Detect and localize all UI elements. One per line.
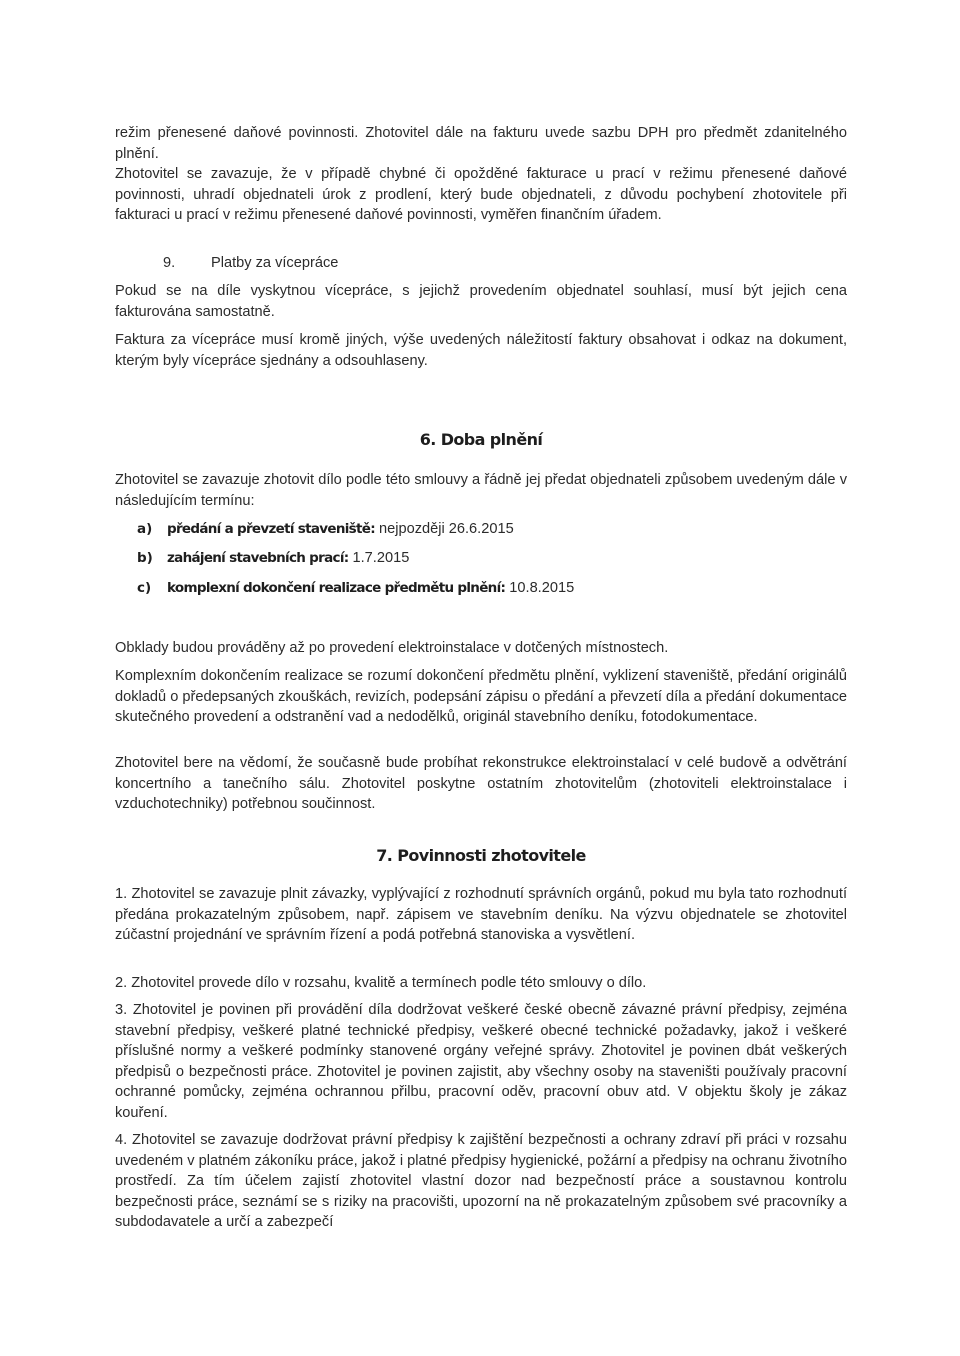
intro-paragraph-late-invoice: Zhotovitel se zavazuje, že v případě chybné či opožděné fakturace u prací v režimu přenesené daňové povinnosti, uhradí objednateli úrok z prodlení, který bude objednateli, z důvodu pochybení zhotovitele při fakturaci u prací v režimu přenesené daňové povinnosti, vyměřen finančním úřadem. bbox=[115, 166, 847, 223]
term-b-value: 1.7.2015 bbox=[352, 550, 410, 566]
extra-work-paragraph: Pokud se na díle vyskytnou vícepráce, s jejichž provedením objednatel souhlasí, musí být jejich cena fakturována samostatně. bbox=[115, 283, 847, 320]
obligation-item-2: 2. Zhotovitel provede dílo v rozsahu, kvalitě a termínech podle této smlouvy o dílo. bbox=[115, 975, 647, 991]
term-c-value: 10.8.2015 bbox=[509, 580, 575, 596]
section-6-intro: Zhotovitel se zavazuje zhotovit dílo podle této smlouvy a řádně jej předat objednateli způsobem uvedeným dále v následujícím termínu: bbox=[115, 472, 847, 509]
subsection-9-number: 9. bbox=[163, 255, 176, 271]
obligation-item-4: 4. Zhotovitel se zavazuje dodržovat právní předpisy k zajištění bezpečnosti a ochrany zdraví při práci v rozsahu uvedeném v platném zákoníku práce, jakož i platné předpisy hygienické, požární a předpisy na ochranu životního prostředí. Za tím účelem zajistí zhotovitel vlastní dozor nad bezpečností práce a soustavnou kontrolu bezpečnosti práce, seznámí se s riziky na pracovišti, upozorní na ně prokazatelným způsobem své pracovníky a subdodavatele a určí a zabezpečí bbox=[115, 1132, 847, 1230]
term-a-value: nejpozději 26.6.2015 bbox=[378, 521, 514, 537]
obligation-item-1: 1. Zhotovitel se zavazuje plnit závazky, vyplývající z rozhodnutí správních orgánů, pokud mu byla tato rozhodnutí předána prokazatelným způsobem, např. zápisem ve stavebním deníku. Na výzvu objednatele se zhotovitel zúčastní projednání ve správním řízení a podá potřebná stanoviska a vysvětlení. bbox=[115, 886, 847, 943]
intro-paragraph-vat: režim přenesené daňové povinnosti. Zhotovitel dále na fakturu uvede sazbu DPH pro předmět zdanitelného plnění. bbox=[115, 125, 847, 162]
subsection-9-title bbox=[115, 253, 847, 273]
extra-work-invoice-paragraph: Faktura za vícepráce musí kromě jiných, výše uvedených náležitostí faktury obsahovat i odkaz na dokument, kterým byly vícepráce sjednány a odsouhlaseny. bbox=[115, 332, 847, 369]
section-7-heading: 7. Povinnosti zhotovitele bbox=[376, 846, 586, 865]
term-c-key: komplexní dokončení realizace předmětu plnění: bbox=[167, 580, 506, 596]
section-6-heading: 6. Doba plnění bbox=[419, 430, 543, 449]
coordination-paragraph: Zhotovitel bere na vědomí, že současně bude probíhat rekonstrukce elektroinstalací v celé budově a odvětrání koncertního a tanečního sálu. Zhotovitel poskytne ostatním zhotovitelům (zhotoviteli elektroinstalace i vzduchotechniky) potřebnou součinnost. bbox=[115, 755, 847, 812]
tiles-paragraph: Obklady budou prováděny až po provedení elektroinstalace v dotčených místnostech. bbox=[115, 640, 669, 656]
subsection-9-label: Platby za vícepráce bbox=[211, 255, 339, 271]
term-c bbox=[115, 578, 847, 598]
term-c-label: c) bbox=[137, 580, 152, 596]
term-b-key: zahájení stavebních prací: bbox=[167, 550, 349, 566]
term-a-label: a) bbox=[137, 521, 153, 537]
term-a-key: předání a převzetí staveniště: bbox=[167, 521, 375, 537]
term-b-label: b) bbox=[137, 550, 153, 566]
term-a bbox=[115, 519, 847, 539]
term-b bbox=[115, 548, 847, 568]
completion-definition-paragraph: Komplexním dokončením realizace se rozumí dokončení předmětu plnění, vyklizení staveniště, předání originálů dokladů o předepsaných zkouškách, revizích, podepsání zápisu o předání a převzetí díla a předání dokumentace skutečného provedení a odstranění vad a nedodělků, originál stavebního deníku, fotodokumentace. bbox=[115, 668, 847, 725]
obligation-item-3: 3. Zhotovitel je povinen při provádění díla dodržovat veškeré české obecně závazné právní předpisy, zejména stavební předpisy, veškeré platné technické předpisy, veškeré obecné technické požadavky, jakož i veškeré příslušné normy a veškeré podmínky stanovené orgány veřejné správy. Zhotovitel je povinen dbát veškerých předpisů o bezpečnosti práce. Zhotovitel je povinen zajistit, aby všechny osoby na staveništi používaly pracovní ochranné pomůcky, zejména ochrannou přilbu, pracovní oděv, pracovní obuv atd. V objektu školy je zákaz kouření. bbox=[115, 1002, 847, 1121]
